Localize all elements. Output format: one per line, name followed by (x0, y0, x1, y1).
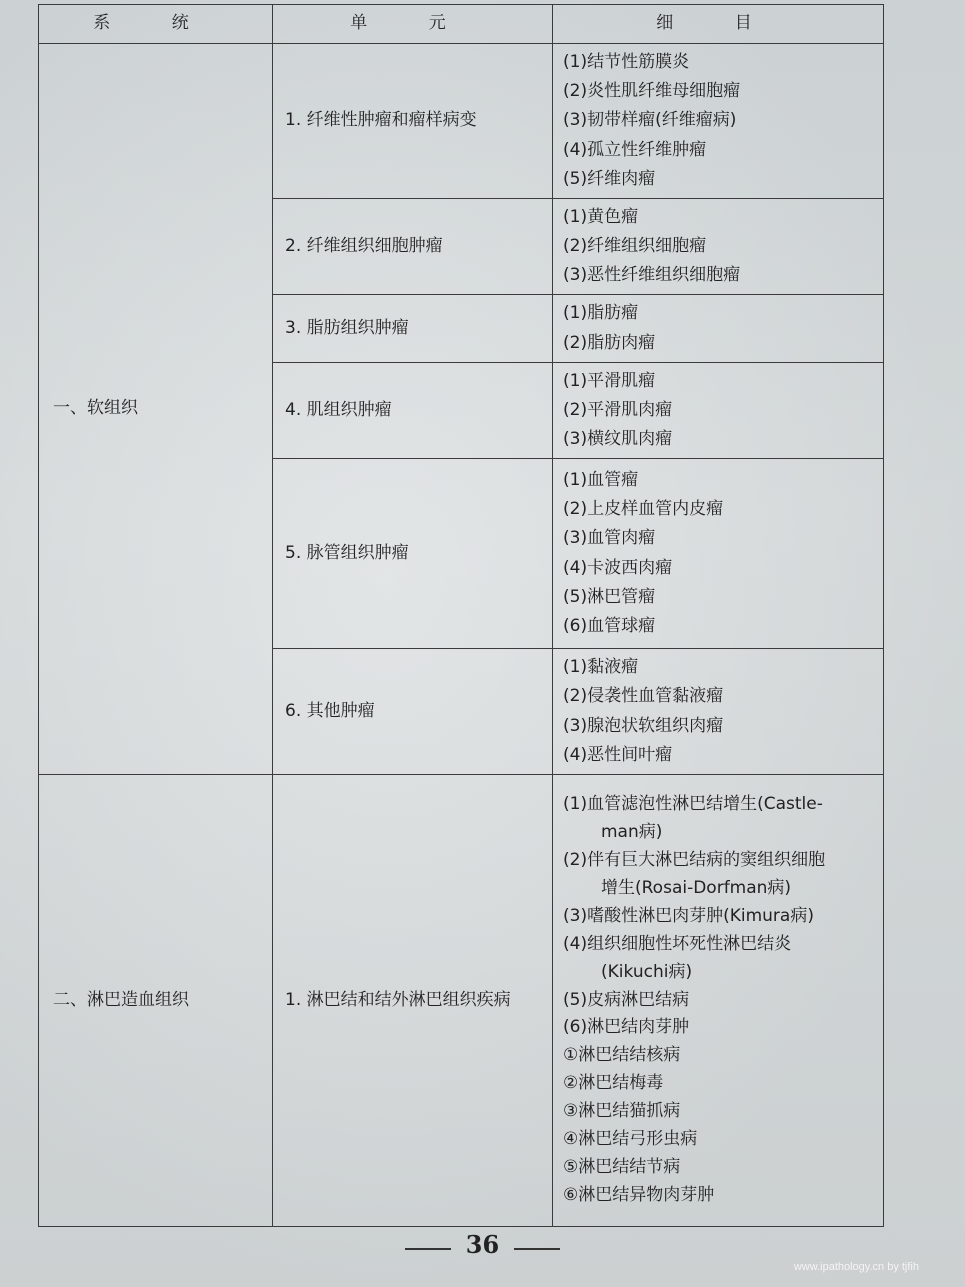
item-cell (553, 775, 884, 1227)
item-line: ①淋巴结结核病 (563, 1045, 681, 1066)
page-number: 36 (465, 1230, 500, 1259)
unit-cell: 6. 其他肿瘤 (273, 649, 553, 775)
unit-cell: 1. 淋巴结和结外淋巴组织疾病 (273, 775, 553, 1227)
item-line: (2)炎性肌纤维母细胞瘤 (563, 81, 741, 102)
page-footer (0, 1230, 965, 1259)
header-row (39, 5, 884, 44)
footer-dash-right (514, 1248, 560, 1250)
item-cell (553, 199, 884, 295)
item-line: (1)血管瘤 (563, 469, 639, 490)
header-system: 系 统 (39, 5, 273, 44)
item-line: ⑥淋巴结异物肉芽肿 (563, 1184, 715, 1205)
item-line-continued: (Kikuchi病) (601, 961, 693, 982)
item-line: (2)侵袭性血管黏液瘤 (563, 686, 724, 707)
item-line: (2)伴有巨大淋巴结病的窦组织细胞 (563, 850, 826, 871)
item-line: (5)纤维肉瘤 (563, 168, 656, 189)
table-row (39, 44, 884, 199)
item-line: (4)恶性间叶瘤 (563, 744, 673, 765)
item-cell (553, 295, 884, 363)
footer-dash-left (405, 1248, 451, 1250)
item-line: (2)上皮样血管内皮瘤 (563, 499, 724, 520)
item-line: (6)淋巴结肉芽肿 (563, 1017, 690, 1038)
unit-cell: 3. 脂肪组织肿瘤 (273, 295, 553, 363)
item-line: ⑤淋巴结结节病 (563, 1156, 681, 1177)
item-line: (3)横纹肌肉瘤 (563, 429, 673, 450)
item-line: (3)血管肉瘤 (563, 528, 656, 549)
item-line: (1)平滑肌瘤 (563, 370, 656, 391)
item-line: (1)黄色瘤 (563, 206, 639, 227)
unit-cell: 4. 肌组织肿瘤 (273, 363, 553, 459)
item-cell (553, 459, 884, 649)
item-cell (553, 649, 884, 775)
item-line-continued: 增生(Rosai-Dorfman病) (601, 878, 792, 899)
item-line: ②淋巴结梅毒 (563, 1073, 664, 1094)
item-line: (1)脂肪瘤 (563, 303, 639, 324)
table-row (39, 775, 884, 1227)
header-unit: 单 元 (273, 5, 553, 44)
item-line: (5)淋巴管瘤 (563, 586, 656, 607)
item-line: ③淋巴结猫抓病 (563, 1101, 681, 1122)
unit-cell: 2. 纤维组织细胞肿瘤 (273, 199, 553, 295)
item-line: (2)平滑肌肉瘤 (563, 399, 673, 420)
syllabus-table (38, 4, 884, 1227)
item-cell (553, 363, 884, 459)
item-line: (3)腺泡状软组织肉瘤 (563, 715, 724, 736)
item-line: (3)韧带样瘤(纤维瘤病) (563, 110, 737, 131)
item-line: (3)嗜酸性淋巴肉芽肿(Kimura病) (563, 905, 814, 926)
unit-cell: 5. 脉管组织肿瘤 (273, 459, 553, 649)
item-line: (5)皮病淋巴结病 (563, 989, 690, 1010)
item-line: (3)恶性纤维组织细胞瘤 (563, 265, 741, 286)
item-line: (6)血管球瘤 (563, 615, 656, 636)
item-line-continued: man病) (601, 822, 663, 843)
item-line: (1)结节性筋膜炎 (563, 51, 690, 72)
unit-cell: 1. 纤维性肿瘤和瘤样病变 (273, 44, 553, 199)
item-line: (4)孤立性纤维肿瘤 (563, 139, 707, 160)
header-item: 细 目 (553, 5, 884, 44)
item-line: (2)纤维组织细胞瘤 (563, 235, 707, 256)
item-line: (1)黏液瘤 (563, 657, 639, 678)
item-cell (553, 44, 884, 199)
item-line: (4)卡波西肉瘤 (563, 557, 673, 578)
item-line: (4)组织细胞性坏死性淋巴结炎 (563, 933, 792, 954)
system-cell: 二、淋巴造血组织 (39, 775, 273, 1227)
item-line: (1)血管滤泡性淋巴结增生(Castle- (563, 794, 823, 815)
item-line: ④淋巴结弓形虫病 (563, 1128, 698, 1149)
system-cell: 一、软组织 (39, 44, 273, 775)
watermark: www.ipathology.cn by tjfih (793, 1261, 919, 1273)
item-line: (2)脂肪肉瘤 (563, 332, 656, 353)
